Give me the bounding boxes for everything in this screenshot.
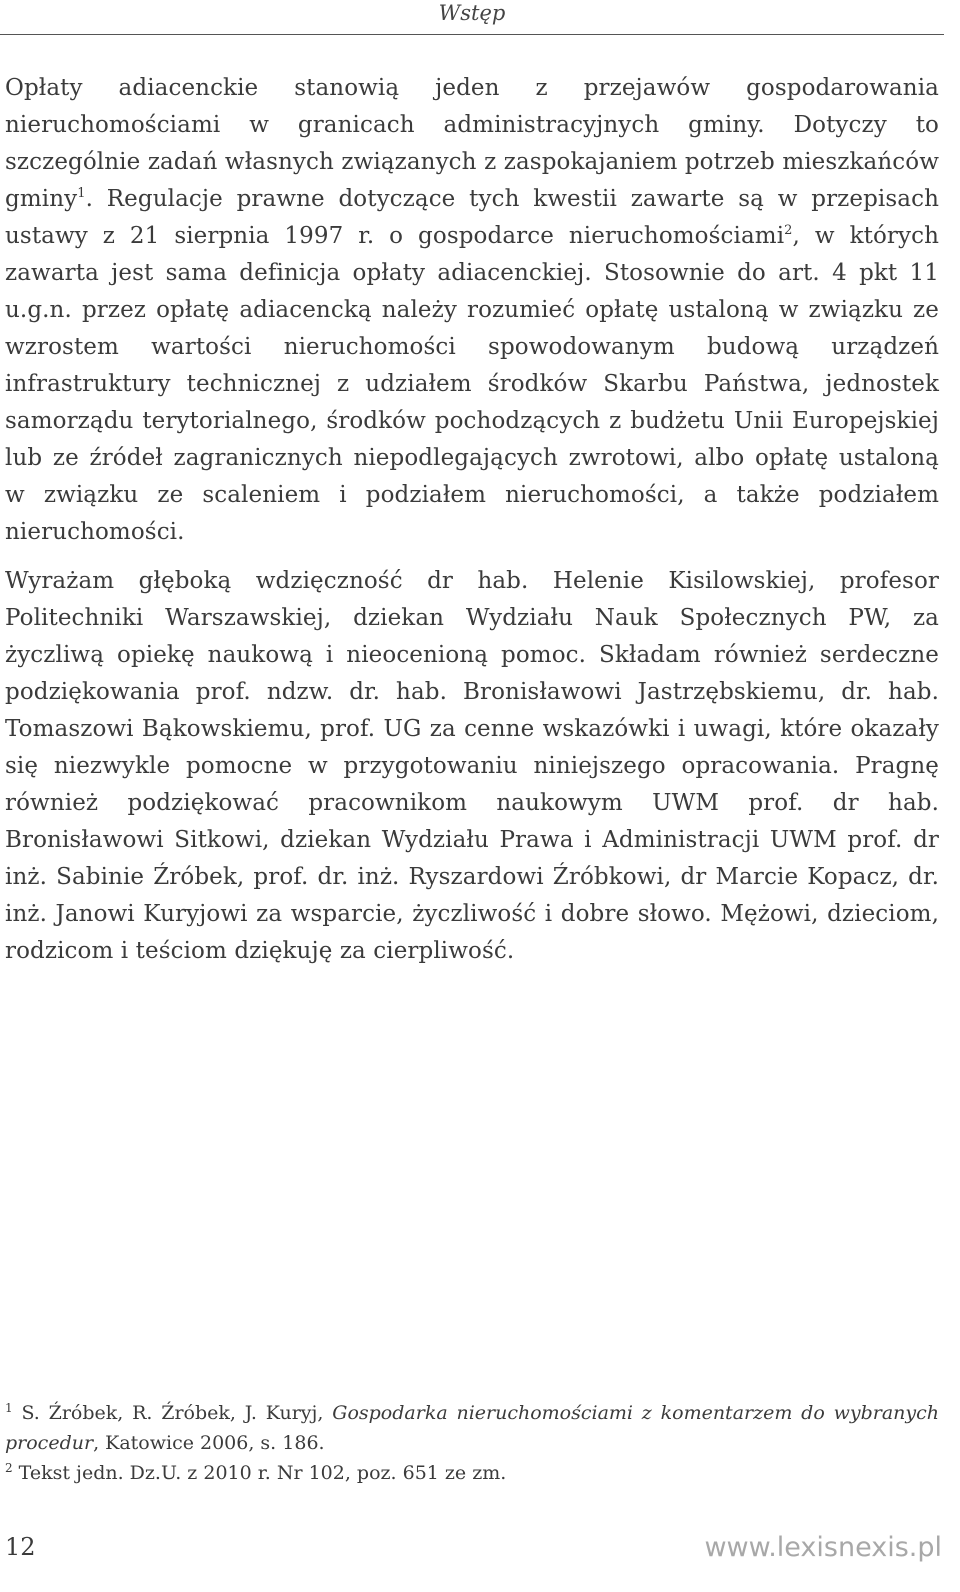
main-text [5, 70, 939, 970]
footnote-2 [5, 1458, 939, 1488]
paragraph-1-part-a: Opłaty adiacenckie stanowią jeden z przejawów gospodarowania nieruchomościami w granicach administracyjnych gminy. Dotyczy to szczególnie zadań własnych związanych z zaspokajaniem potrzeb mieszkańców gminy [5, 75, 939, 212]
running-header [0, 0, 944, 35]
footnote-1-details: , Katowice 2006, s. 186. [93, 1432, 325, 1454]
page-number: 12 [5, 1533, 36, 1561]
footnote-1 [5, 1398, 939, 1458]
paragraph-1-part-c: , w których zawarta jest sama definicja opłaty adiacenckiej. Stosownie do art. 4 pkt 11 u.g.n. przez opłatę adiacencką należy rozumieć opłatę ustaloną w związku ze wzrostem wartości nieruchomości spowodowanym budową urządzeń infrastruktury technicznej z udziałem środków Skarbu Państwa, jednostek samorządu terytorialnego, środków pochodzących z budżetu Unii Europejskiej lub ze źródeł zagranicznych niepodlegających zwrotowi, albo opłatę ustaloną w związku ze scaleniem i podziałem nieruchomości, a także podziałem nieruchomości. [5, 223, 939, 545]
footnote-1-title: Gospodarka nieruchomościami z komentarzem do wybranych procedur [5, 1402, 939, 1454]
footnote-ref-1[interactable]: 1 [77, 186, 86, 201]
footnote-1-number: 1 [5, 1401, 13, 1415]
footnote-ref-2[interactable]: 2 [784, 223, 793, 238]
publisher-website[interactable]: www.lexisnexis.pl [704, 1532, 942, 1563]
footnote-1-authors: S. Źróbek, R. Źróbek, J. Kuryj, [12, 1402, 333, 1424]
footnote-2-number: 2 [5, 1461, 13, 1475]
paragraph-2: Wyrażam głęboką wdzięczność dr hab. Helenie Kisilowskiej, profesor Politechniki Warszawskiej, dziekan Wydziału Nauk Społecznych PW, za życzliwą opiekę naukową i nieocenioną pomoc. Składam również serdeczne podziękowania prof. ndzw. dr. hab. Bronisławowi Jastrzębskiemu, dr. hab. Tomaszowi Bąkowskiemu, prof. UG za cenne wskazówki i uwagi, które okazały się niezwykle pomocne w przygotowaniu niniejszego opracowania. Pragnę również podziękować pracownikom naukowym UWM prof. dr hab. Bronisławowi Sitkowi, dziekan Wydziału Prawa i Administracji UWM prof. dr inż. Sabinie Źróbek, prof. dr. inż. Ryszardowi Źróbkowi, dr Marcie Kopacz, dr. inż. Janowi Kuryjowi za wsparcie, życzliwość i dobre słowo. Mężowi, dzieciom, rodzicom i teściom dziękuję za cierpliwość. [5, 568, 939, 964]
footnotes [5, 1398, 939, 1488]
paragraph-1 [5, 70, 939, 551]
footnote-2-text: Tekst jedn. Dz.U. z 2010 r. Nr 102, poz. 651 ze zm. [12, 1462, 507, 1484]
paragraph-1-part-b: . Regulacje prawne dotyczące tych kwestii zawarte są w przepisach ustawy z 21 sierpnia 1997 r. o gospodarce nieruchomościami [5, 186, 939, 249]
chapter-title: Wstęp [438, 1, 506, 25]
